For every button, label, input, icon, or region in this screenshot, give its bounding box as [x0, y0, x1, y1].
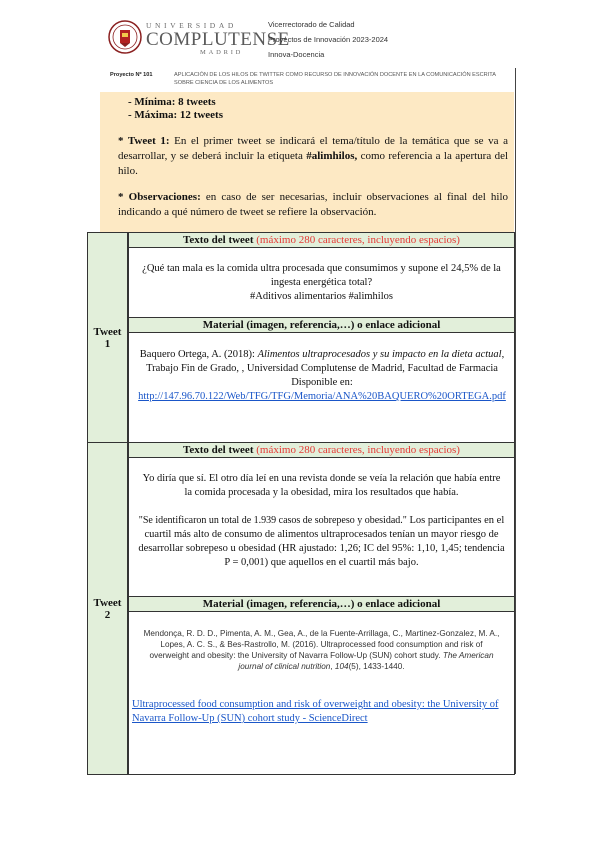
tweet2-text-header: Texto del tweet (máximo 280 caracteres, incluyendo espacios) [128, 442, 515, 458]
tweet1-hashtags: #Aditivos alimentarios #alimhilos [250, 291, 393, 302]
tweet2-material-header: Material (imagen, referencia,…) o enlace adicional [128, 596, 515, 612]
tweet1-text: ¿Qué tan mala es la comida ultra procesada que consumimos y supone el 24,5% de la ingesta energética total? #Aditivos alimentarios #alimhilos [142, 263, 501, 302]
tweet1-link[interactable]: http://147.96.70.122/Web/TFG/TFG/Memoria/ANA%20BAQUERO%20ORTEGA.pdf [138, 391, 506, 402]
header-line-2: Proyectos de Innovación 2023-2024 [268, 35, 389, 44]
university-city: MADRID [200, 49, 244, 56]
header-line-1: Vicerrectorado de Calidad [268, 20, 355, 29]
tweet1-reference: Baquero Ortega, A. (2018): Alimentos ultraprocesados y su impacto en la dieta actual, Trabajo Fin de Grado, , Universidad Complutense de Madrid, Facultad de Farmacia Disponible en: http://147.96.70.122/Web/TFG/TFG/Memoria/ANA%20BAQUERO%20ORTEGA.pdf [138, 349, 506, 402]
min-tweets: - Mínima: 8 tweets [128, 96, 216, 108]
tweet2-label: Tweet 2 [93, 597, 122, 621]
university-seal-icon [108, 20, 142, 54]
max-tweets: - Máxima: 12 tweets [128, 109, 223, 121]
project-title: APLICACIÓN DE LOS HILOS DE TWITTER COMO RECURSO DE INNOVACIÓN DOCENTE EN LA COMUNICACIÓN ESCRITA SOBRE CIENCIA DE LOS ALIMENTOS [174, 72, 496, 86]
tweet2-text: Yo diría que sí. El otro día leí en una revista donde se veía la relación que había entre la comida procesada y la obesidad, mira los resultados que había. [142, 473, 501, 498]
tweet1-text-header: Texto del tweet (máximo 280 caracteres, incluyendo espacios) [128, 232, 515, 248]
project-banner [100, 68, 514, 93]
tweet1-label: Tweet 1 [93, 326, 122, 350]
project-number: Proyecto Nº 101 [110, 72, 153, 78]
tweet2-reference: Mendonça, R. D. D., Pimenta, A. M., Gea, A., de la Fuente-Arrillaga, C., Martinez-Gonzalez, M. A., Lopes, A. C. S., & Bes-Rastrollo, M. (2016). Ultraprocessed food consumption and risk of overweight and obesity: the University of Navarra Follow-Up (SUN) cohort study. The American journal of clinical nutrition, 104(5), 1433-1440. [143, 629, 500, 671]
university-label: UNIVERSIDAD [146, 21, 237, 30]
observations-rule: * Observaciones: en caso de ser necesarias, incluir observaciones al final del hilo indicando a qué número de tweet se refiere la observación. [118, 191, 509, 218]
tweet1-rule: * Tweet 1: En el primer tweet se indicará el tema/título de la temática que se va a desarrollar, y se deberá incluir la etiqueta #alimhilos, como referencia a la apertura del hilo. [118, 135, 509, 177]
tweet2-quote: "Se identificaron un total de 1.939 casos de sobrepeso y obesidad." Los participantes en el cuartil más alto de consumo de alimentos ultraprocesados tenían un mayor riesgo de desarrollar sobrepeso u obesidad (HR ajustado: 1,26; IC del 95%: 1,10, 1,45; tendencia P = 0,001) que aquellos en el cuartil más bajo. [138, 515, 505, 568]
header-line-3: Innova-Docencia [268, 50, 325, 59]
university-name: COMPLUTENSE [146, 29, 290, 50]
tweet2-link[interactable]: Ultraprocessed food consumption and risk of overweight and obesity: the University of Navarra Follow-Up (SUN) cohort study - ScienceDirect [132, 699, 499, 724]
tweet1-material-header: Material (imagen, referencia,…) o enlace adicional [128, 317, 515, 333]
